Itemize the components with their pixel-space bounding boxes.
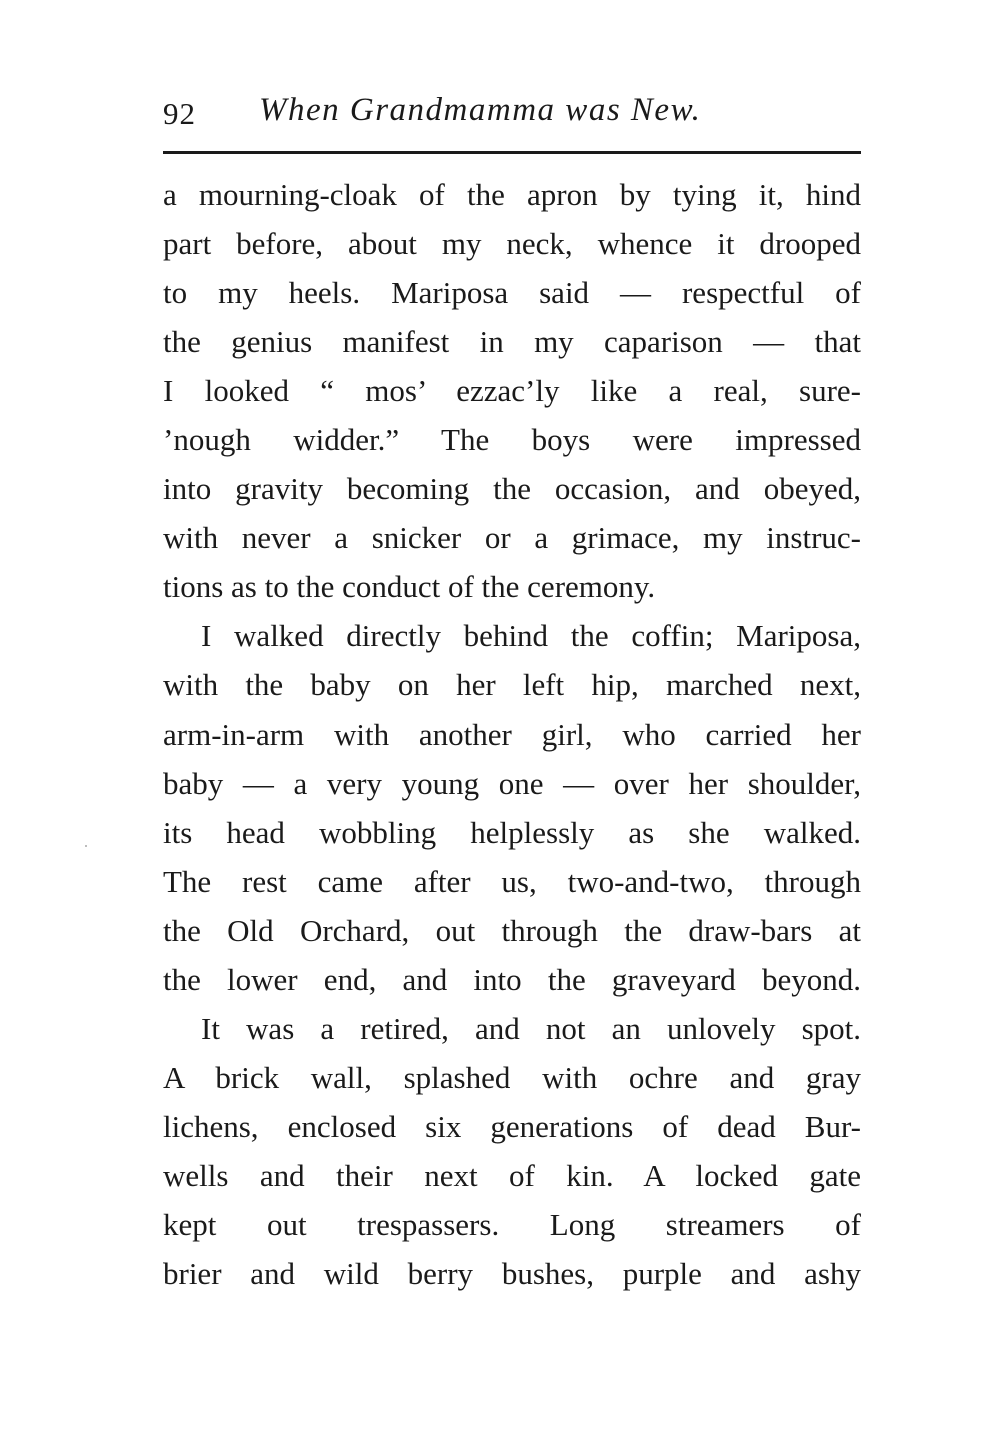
text-line: a mourning-cloak of the apron by tying it, hind	[163, 177, 861, 212]
text-line: brier and wild berry bushes, purple and ashy	[163, 1256, 861, 1292]
running-title: When Grandmamma was New.	[259, 92, 702, 128]
text-line: the genius manifest in my caparison — that	[163, 324, 861, 360]
text-line: to my heels. Mariposa said — respectful of	[163, 275, 861, 311]
paragraph	[163, 1004, 861, 1298]
text-line: its head wobbling helplessly as she walked.	[163, 814, 861, 850]
text-line: ’nough widder.” The boys were impressed	[163, 422, 861, 458]
paragraph	[163, 611, 861, 1003]
text-line: I walked directly behind the coffin; Mariposa,	[201, 618, 861, 654]
page-number: 92	[163, 96, 196, 131]
text-line: arm-in-arm with another girl, who carried her	[163, 716, 861, 752]
text-line: with the baby on her left hip, marched next,	[163, 667, 861, 703]
text-line: with never a snicker or a grimace, my instruc-	[163, 520, 861, 556]
text-line: baby — a very young one — over her shoulder,	[163, 765, 861, 801]
text-line: kept out trespassers. Long streamers of	[163, 1206, 861, 1242]
scan-speck	[85, 845, 87, 847]
text-line: the lower end, and into the graveyard beyond.	[163, 961, 861, 997]
text-line: I looked “ mos’ ezzac’ly like a real, sure-	[163, 373, 861, 409]
text-line: A brick wall, splashed with ochre and gray	[163, 1059, 861, 1095]
page-header	[163, 92, 861, 142]
text-line: into gravity becoming the occasion, and obeyed,	[163, 471, 861, 507]
text-line: lichens, enclosed six generations of dead Bur-	[163, 1108, 861, 1144]
body-text	[163, 170, 861, 1298]
text-line: the Old Orchard, out through the draw-bars at	[163, 912, 861, 948]
header-rule	[163, 151, 861, 154]
text-line: It was a retired, and not an unlovely spot.	[201, 1010, 861, 1046]
text-line: tions as to the conduct of the ceremony.	[163, 569, 656, 605]
text-line: part before, about my neck, whence it drooped	[163, 226, 861, 262]
text-line: wells and their next of kin. A locked gate	[163, 1157, 861, 1193]
text-line: The rest came after us, two-and-two, through	[163, 863, 861, 899]
paragraph	[163, 170, 861, 611]
